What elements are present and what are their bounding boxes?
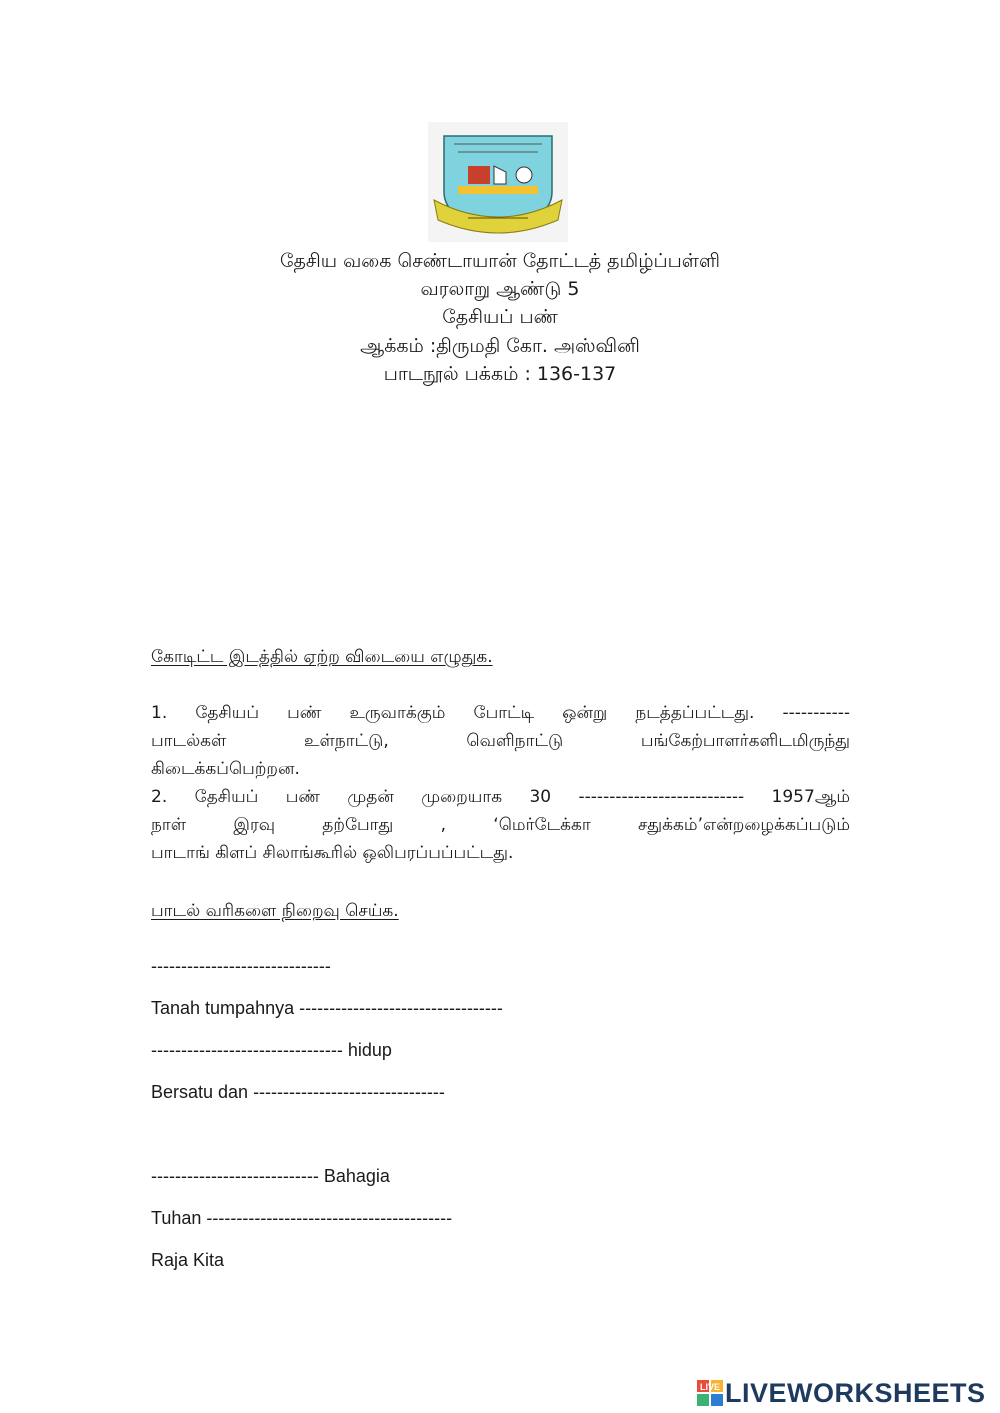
topic-title: தேசியப் பண் [442,306,558,328]
school-logo [428,122,568,242]
lyric-line-5[interactable]: ---------------------------- Bahagia [151,1166,390,1186]
textbook-pages: பாடநூல் பக்கம் : 136-137 [383,363,617,385]
live-badge-icon [697,1380,723,1406]
question2-line1: 2. தேசியப் பண் முதன் முறையாக 30 --------------------------- 1957ஆம் [151,787,850,807]
question1-line3: கிடைக்கப்பெற்றன. [151,759,300,779]
lyric-line-3[interactable]: -------------------------------- hidup [151,1040,392,1060]
question1-line1: 1. தேசியப் பண் உருவாக்கும் போட்டி ஒன்று நடத்தப்பட்டது. ----------- [151,703,850,723]
liveworksheets-logo [697,1378,986,1408]
section1-heading: கோடிட்ட இடத்தில் ஏற்ற விடையை எழுதுக. [151,647,493,667]
lyric-blank-1[interactable]: ------------------------------ [151,956,331,976]
subject-year: வரலாறு ஆண்டு 5 [420,278,580,300]
badge-letter-1: LIVE [700,1382,721,1392]
lyric-line-4[interactable]: Bersatu dan -------------------------------- [151,1082,445,1102]
author-line: ஆக்கம் :திருமதி கோ. அஸ்வினி [360,335,640,357]
section2-heading: பாடல் வரிகளை நிறைவு செய்க. [151,901,399,921]
question1-line2: பாடல்கள் உள்நாட்டு, வெளிநாட்டு பங்கேற்பாளர்களிடமிருந்து [151,731,850,751]
question2-line2: நாள் இரவு தற்போது , ‘மெர்டேக்கா சதுக்கம்’என்றழைக்கப்படும் [151,815,850,835]
lyric-line-7: Raja Kita [151,1250,225,1270]
lyric-line-6[interactable]: Tuhan ----------------------------------------- [151,1208,453,1228]
brand-text: LIVEWORKSHEETS [725,1378,986,1408]
school-name: தேசிய வகை செண்டாயான் தோட்டத் தமிழ்ப்பள்ளி [280,250,720,272]
question2-line3: பாடாங் கிளப் சிலாங்கூரில் ஒலிபரப்பப்பட்டது. [151,843,514,863]
lyric-line-2[interactable]: Tanah tumpahnya ---------------------------------- [151,998,503,1018]
